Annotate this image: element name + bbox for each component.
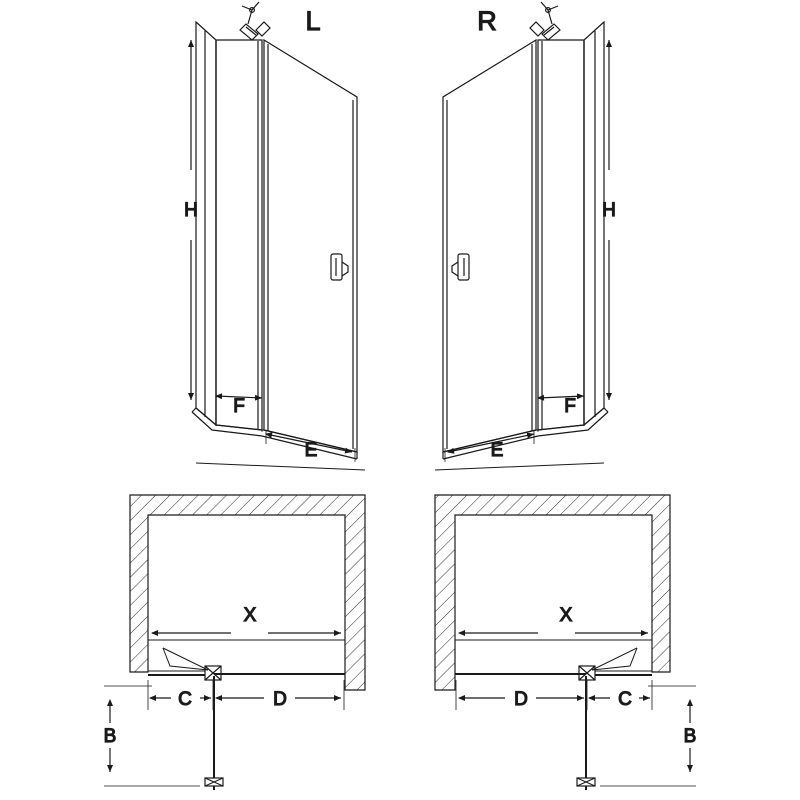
label-fixed-panel-left: F (233, 396, 245, 417)
label-door-panel-left: E (304, 440, 318, 461)
label-door-leaf-right: D (514, 689, 528, 710)
label-side-segment-left: C (178, 689, 192, 710)
dimension-B-right (600, 686, 696, 786)
label-door-leaf-left: D (273, 689, 287, 710)
label-wall-width-right: X (559, 605, 573, 626)
elevation-left (191, 2, 365, 470)
plan-right (435, 495, 696, 790)
label-depth-left: B (103, 726, 117, 747)
hinge-hardware-right (530, 2, 560, 40)
elevation-right (435, 2, 609, 470)
label-height-left: H (184, 200, 198, 221)
label-height-right: H (602, 200, 616, 221)
hinge-hardware-left (240, 2, 270, 40)
label-side-segment-right: C (618, 689, 632, 710)
label-depth-right: B (683, 726, 697, 747)
door-handle-left (331, 254, 348, 280)
label-door-panel-right: E (490, 440, 504, 461)
label-fixed-panel-right: F (564, 396, 576, 417)
label-wall-width-left: X (243, 605, 257, 626)
plan-left (104, 495, 365, 790)
door-handle-right (452, 254, 469, 280)
variant-label-left: L (305, 6, 321, 36)
dimension-E-right (445, 430, 534, 462)
variant-label-right: R (477, 6, 497, 36)
